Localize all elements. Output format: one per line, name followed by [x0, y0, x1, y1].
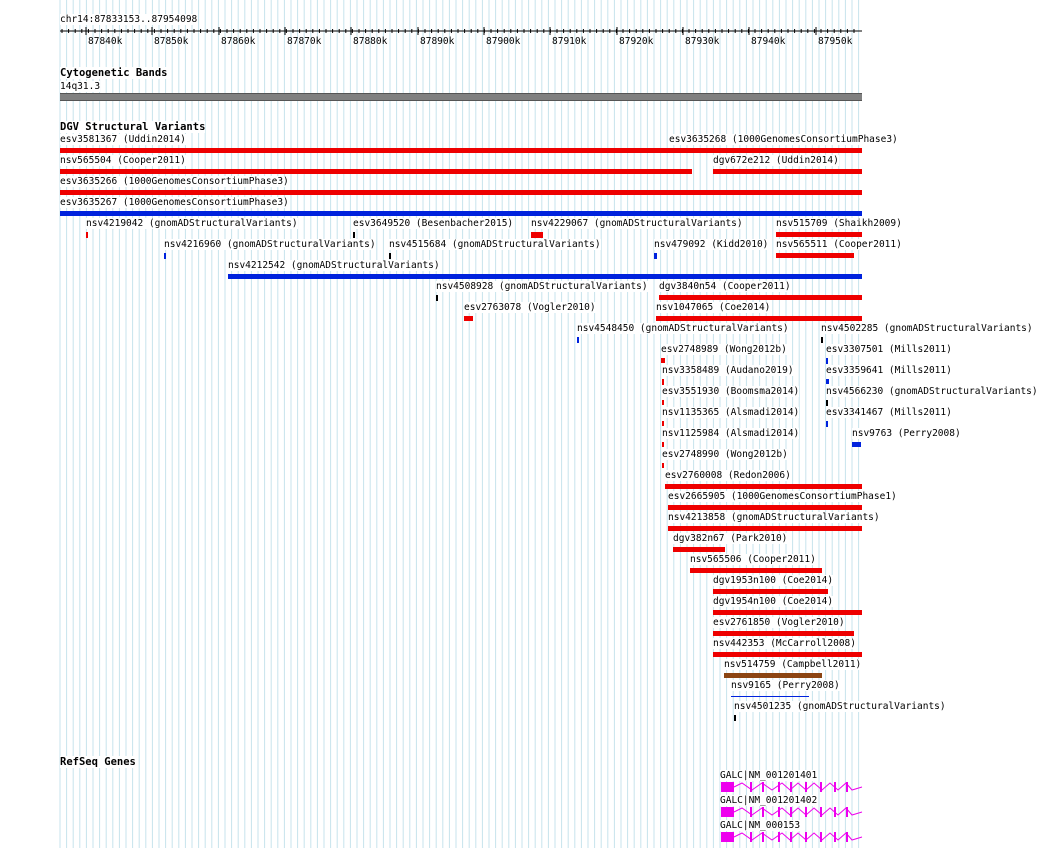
variant-bar[interactable]	[531, 232, 543, 238]
ruler-tick-label: 87950k	[818, 36, 853, 47]
variant-label[interactable]: esv2665905 (1000GenomesConsortiumPhase1)	[668, 491, 897, 502]
track-title-dgv[interactable]: DGV Structural Variants	[60, 121, 206, 133]
variant-bar[interactable]	[464, 316, 473, 321]
variant-label[interactable]: dgv382n67 (Park2010)	[673, 533, 788, 544]
variant-label[interactable]: esv3649520 (Besenbacher2015)	[353, 218, 514, 229]
variant-bar[interactable]	[353, 232, 355, 238]
ruler-tick-label: 87930k	[685, 36, 720, 47]
variant-label[interactable]: nsv3358489 (Audano2019)	[662, 365, 794, 376]
variant-bar[interactable]	[86, 232, 88, 238]
variant-bar[interactable]	[713, 610, 862, 615]
ruler-tick-label: 87850k	[154, 36, 189, 47]
variant-bar[interactable]	[656, 316, 862, 321]
track-title-refseq[interactable]: RefSeq Genes	[60, 756, 136, 768]
variant-bar[interactable]	[713, 631, 854, 636]
variant-bar[interactable]	[713, 169, 862, 174]
variant-bar[interactable]	[164, 253, 166, 259]
cytoband-bar[interactable]	[60, 93, 862, 101]
variant-label[interactable]: nsv4501235 (gnomADStructuralVariants)	[734, 701, 946, 712]
ruler-tick-label: 87870k	[287, 36, 322, 47]
ruler-position: chr14:87833153..87954098	[60, 14, 198, 25]
variant-bar[interactable]	[60, 169, 692, 174]
variant-label[interactable]: dgv1954n100 (Coe2014)	[713, 596, 834, 607]
variant-label[interactable]: dgv672e212 (Uddin2014)	[713, 155, 839, 166]
variant-label[interactable]: esv3341467 (Mills2011)	[826, 407, 952, 418]
track-title-cytoband[interactable]: Cytogenetic Bands	[60, 67, 168, 79]
variant-bar[interactable]	[228, 274, 862, 279]
variant-label[interactable]: esv3635266 (1000GenomesConsortiumPhase3)	[60, 176, 289, 187]
variant-label[interactable]: nsv4508928 (gnomADStructuralVariants)	[436, 281, 648, 292]
variant-label[interactable]: esv3551930 (Boomsma2014)	[662, 386, 800, 397]
variant-label[interactable]: nsv4229067 (gnomADStructuralVariants)	[531, 218, 743, 229]
ruler-tick-label: 87900k	[486, 36, 521, 47]
variant-bar[interactable]	[734, 715, 736, 721]
variant-label[interactable]: nsv515709 (Shaikh2009)	[776, 218, 902, 229]
variant-label[interactable]: nsv514759 (Campbell2011)	[724, 659, 862, 670]
variant-label[interactable]: esv3635268 (1000GenomesConsortiumPhase3)	[669, 134, 898, 145]
variant-label[interactable]: dgv3840n54 (Cooper2011)	[659, 281, 791, 292]
variant-bar[interactable]	[661, 358, 665, 363]
variant-label[interactable]: nsv4216960 (gnomADStructuralVariants)	[164, 239, 376, 250]
variant-label[interactable]: esv3635267 (1000GenomesConsortiumPhase3)	[60, 197, 289, 208]
variant-label[interactable]: nsv4212542 (gnomADStructuralVariants)	[228, 260, 440, 271]
variant-bar[interactable]	[389, 253, 391, 259]
gene-label: GALC|NM_001201401	[720, 770, 818, 781]
variant-label[interactable]: esv2760008 (Redon2006)	[665, 470, 791, 481]
variant-label[interactable]: esv2748990 (Wong2012b)	[662, 449, 788, 460]
variant-bar[interactable]	[662, 442, 664, 447]
ruler-tick-label: 87920k	[619, 36, 654, 47]
variant-bar[interactable]	[826, 358, 828, 364]
ruler-tick-label: 87840k	[88, 36, 123, 47]
variant-label[interactable]: esv2761850 (Vogler2010)	[713, 617, 845, 628]
variant-bar[interactable]	[673, 547, 725, 552]
ruler-tick-label: 87940k	[751, 36, 786, 47]
variant-label[interactable]: nsv9763 (Perry2008)	[852, 428, 961, 439]
variant-label[interactable]: nsv565504 (Cooper2011)	[60, 155, 186, 166]
variant-label[interactable]: esv3307501 (Mills2011)	[826, 344, 952, 355]
variant-bar[interactable]	[662, 400, 664, 405]
variant-label[interactable]: nsv1125984 (Alsmadi2014)	[662, 428, 800, 439]
variant-label[interactable]: nsv565511 (Cooper2011)	[776, 239, 902, 250]
variant-bar[interactable]	[669, 148, 862, 153]
gene-label: GALC|NM_000153	[720, 820, 801, 831]
variant-label[interactable]: nsv9165 (Perry2008)	[731, 680, 840, 691]
ruler-tick-label: 87910k	[552, 36, 587, 47]
variant-bar[interactable]	[662, 463, 664, 468]
variant-bar[interactable]	[776, 253, 854, 258]
variant-label[interactable]: esv3581367 (Uddin2014)	[60, 134, 186, 145]
variant-label[interactable]: esv2748989 (Wong2012b)	[661, 344, 787, 355]
variant-label[interactable]: nsv1047065 (Coe2014)	[656, 302, 771, 313]
variant-bar[interactable]	[821, 337, 823, 343]
variant-bar[interactable]	[654, 253, 657, 259]
variant-bar[interactable]	[826, 421, 828, 427]
variant-label[interactable]: nsv4515684 (gnomADStructuralVariants)	[389, 239, 601, 250]
ruler[interactable]	[0, 0, 890, 60]
cytoband-label: 14q31.3	[60, 81, 101, 92]
variant-bar[interactable]	[60, 190, 862, 195]
variant-bar[interactable]	[577, 337, 579, 343]
variant-bar[interactable]	[826, 379, 829, 384]
variant-bar[interactable]	[60, 211, 862, 216]
variant-bar[interactable]	[690, 568, 822, 573]
variant-bar[interactable]	[662, 379, 664, 385]
variant-bar[interactable]	[776, 232, 862, 237]
ruler-tick-label: 87890k	[420, 36, 455, 47]
variant-bar[interactable]	[60, 148, 729, 153]
variant-label[interactable]: nsv4548450 (gnomADStructuralVariants)	[577, 323, 789, 334]
variant-label[interactable]: esv2763078 (Vogler2010)	[464, 302, 596, 313]
variant-bar[interactable]	[713, 589, 828, 594]
variant-bar[interactable]	[826, 400, 828, 406]
variant-label[interactable]: nsv565506 (Cooper2011)	[690, 554, 816, 565]
variant-label[interactable]: dgv1953n100 (Coe2014)	[713, 575, 834, 586]
variant-bar[interactable]	[668, 526, 862, 531]
variant-label[interactable]: nsv1135365 (Alsmadi2014)	[662, 407, 800, 418]
variant-bar[interactable]	[662, 421, 664, 426]
variant-bar[interactable]	[852, 442, 861, 447]
variant-label[interactable]: esv3359641 (Mills2011)	[826, 365, 952, 376]
variant-label[interactable]: nsv4502285 (gnomADStructuralVariants)	[821, 323, 1033, 334]
variant-label[interactable]: nsv4219042 (gnomADStructuralVariants)	[86, 218, 298, 229]
variant-bar[interactable]	[436, 295, 438, 301]
variant-bar[interactable]	[665, 484, 862, 489]
variant-label[interactable]: nsv442353 (McCarroll2008)	[713, 638, 856, 649]
variant-bar[interactable]	[668, 505, 862, 510]
ruler-tick-label: 87860k	[221, 36, 256, 47]
variant-label[interactable]: nsv479092 (Kidd2010)	[654, 239, 769, 250]
variant-bar[interactable]	[724, 673, 822, 678]
ruler-tick-label: 87880k	[353, 36, 388, 47]
variant-bar[interactable]	[713, 652, 862, 657]
variant-label[interactable]: nsv4566230 (gnomADStructuralVariants)	[826, 386, 1038, 397]
gene-label: GALC|NM_001201402	[720, 795, 818, 806]
variant-bar[interactable]	[659, 295, 862, 300]
variant-label[interactable]: nsv4213858 (gnomADStructuralVariants)	[668, 512, 880, 523]
variant-bar[interactable]	[731, 696, 809, 697]
